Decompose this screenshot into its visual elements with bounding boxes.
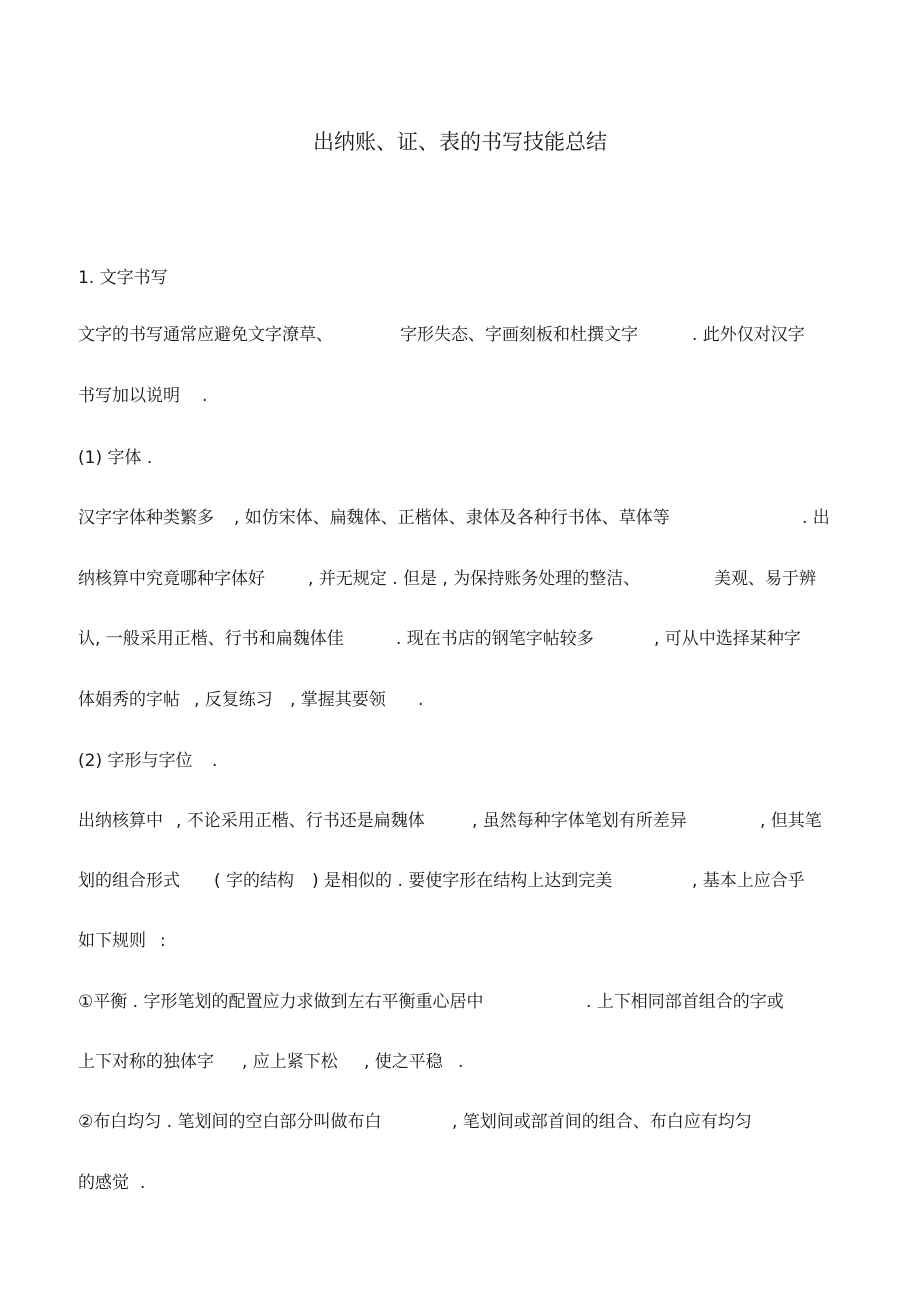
text-segment: , 不论采用正楷、行书还是扁魏体	[176, 811, 425, 831]
text-segment: .	[140, 1173, 146, 1193]
text-segment: , 掌握其要领	[290, 690, 386, 710]
text-segment: 美观、易于辨	[714, 569, 816, 589]
text-segment: 划的组合形式	[78, 871, 180, 891]
text-segment: 的感觉	[78, 1173, 129, 1193]
text-segment: ②布白均匀 . 笔划间的空白部分叫做布白	[78, 1112, 382, 1132]
text-segment: ( 字的结构	[214, 871, 295, 891]
text-segment: , 可从中选择某种字	[654, 629, 801, 649]
text-segment: (1) 字体 .	[78, 448, 153, 468]
text-segment: .	[212, 751, 218, 771]
text-segment: , 但其笔	[760, 811, 822, 831]
text-segment: .	[458, 1052, 464, 1072]
text-segment: , 基本上应合乎	[692, 871, 805, 891]
text-segment: 如下规则	[78, 931, 146, 951]
text-segment: (2) 字形与字位	[78, 751, 193, 771]
text-segment: , 并无规定 . 但是 , 为保持账务处理的整洁、	[308, 569, 641, 589]
text-segment: , 使之平稳	[364, 1052, 443, 1072]
text-segment: , 应上紧下松	[242, 1052, 338, 1072]
text-segment: 字形失态、字画刻板和杜撰文字	[400, 325, 638, 345]
text-segment: 上下对称的独体字	[78, 1052, 214, 1072]
text-segment: , 如仿宋体、扁魏体、正楷体、隶体及各种行书体、草体等	[234, 508, 670, 528]
text-segment: .	[202, 386, 208, 406]
text-segment: 认, 一般采用正楷、行书和扁魏体佳	[78, 629, 344, 649]
text-segment: . 此外仅对汉字	[692, 325, 805, 345]
text-segment: 出纳核算中	[78, 811, 163, 831]
text-segment: . 现在书店的钢笔字帖较多	[396, 629, 594, 649]
text-segment: 体娟秀的字帖	[78, 690, 180, 710]
text-segment: .	[418, 690, 424, 710]
text-segment: 书写加以说明	[78, 386, 180, 406]
text-segment: ) 是相似的 . 要使字形在结构上达到完美	[312, 871, 613, 891]
document-title: 出纳账、证、表的书写技能总结	[313, 130, 607, 154]
text-segment: 纳核算中究竟哪种字体好	[78, 569, 265, 589]
text-segment: ①平衡 . 字形笔划的配置应力求做到左右平衡重心居中	[78, 992, 484, 1012]
text-segment: 1. 文字书写	[78, 268, 168, 288]
text-segment: , 虽然每种字体笔划有所差异	[472, 811, 687, 831]
text-segment: , 笔划间或部首间的组合、布白应有均匀	[452, 1112, 752, 1132]
text-segment: , 反复练习	[194, 690, 273, 710]
text-segment: . 上下相同部首组合的字或	[586, 992, 784, 1012]
text-segment: 文字的书写通常应避免文字潦草、	[78, 325, 333, 345]
text-segment: . 出	[802, 508, 830, 528]
text-segment: :	[160, 931, 166, 951]
text-segment: 汉字字体种类繁多	[78, 508, 214, 528]
